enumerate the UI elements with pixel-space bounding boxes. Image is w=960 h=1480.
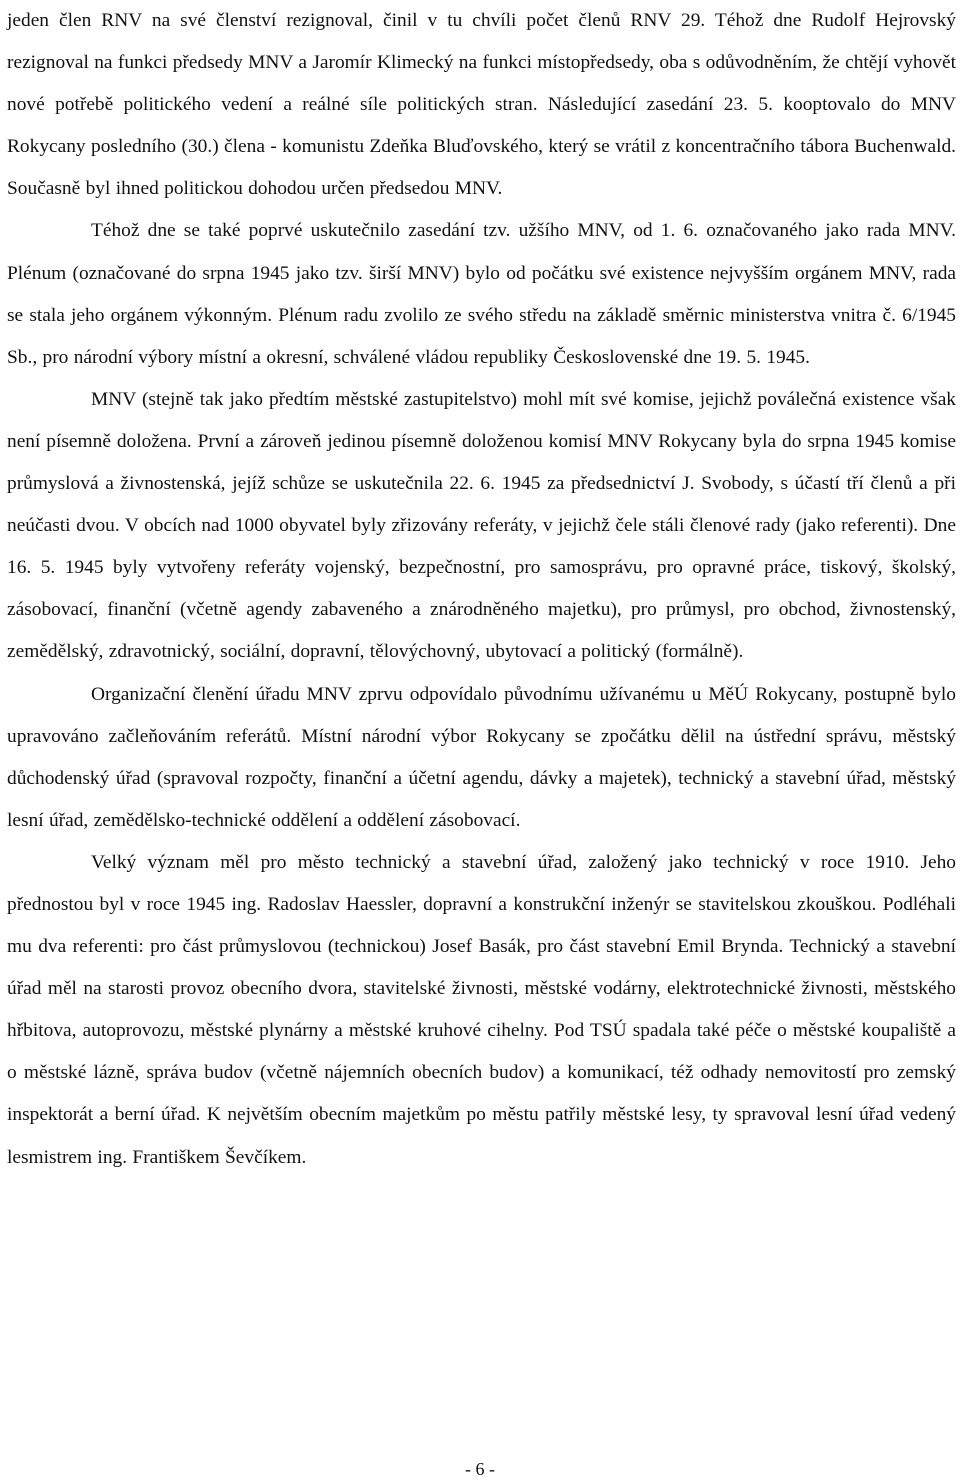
paragraph-5: Velký význam měl pro město technický a stavební úřad, založený jako technický v roce 1910. Jeho přednostou byl v roce 1945 ing. Radoslav Haessler, dopravní a konstrukční inženýr se stavitelskou zkouškou. Podléhali mu dva referenti: pro část průmyslovou (technickou) Josef Basák, pro část stavební Emil Brynda. Technický a stavební úřad měl na starosti provoz obecního dvora, stavitelské živnosti, městské vodárny, elektrotechnické živnosti, městského hřbitova, autoprovozu, městské plynárny a městské kruhové cihelny. Pod TSÚ spadala také péče o městské koupaliště a o městské lázně, správa budov (včetně nájemních obecních budov) a komunikací, též odhady nemovitostí pro zemský inspektorát a berní úřad. K největším obecním majetkům po městu patřily městské lesy, ty spravoval lesní úřad vedený lesmistrem ing. Františkem Ševčíkem. bbox=[7, 851, 956, 1168]
document-page bbox=[7, 0, 956, 1179]
paragraph-2: Téhož dne se také poprvé uskutečnilo zasedání tzv. užšího MNV, od 1. 6. označovaného jako rada MNV. Plénum (označované do srpna 1945 jako tzv. širší MNV) bylo od počátku své existence nejvyšším orgánem MNV, rada se stala jeho orgánem výkonným. Plénum radu zvolilo ze svého středu na základě směrnic ministerstva vnitra č. 6/1945 Sb., pro národní výbory místní a okresní, schválené vládou republiky Československé dne 19. 5. 1945. bbox=[7, 220, 956, 368]
paragraph-4: Organizační členění úřadu MNV zprvu odpovídalo původnímu užívanému u MěÚ Rokycany, postupně bylo upravováno začleňováním referátů. Místní národní výbor Rokycany se zpočátku dělil na ústřední správu, městský důchodenský úřad (spravoval rozpočty, finanční a účetní agendu, dávky a majetek), technický a stavební úřad, městský lesní úřad, zemědělsko-technické oddělení a oddělení zásobovací. bbox=[7, 683, 956, 831]
paragraph-1: jeden člen RNV na své členství rezignoval, činil v tu chvíli počet členů RNV 29. Téhož dne Rudolf Hejrovský rezignoval na funkci předsedy MNV a Jaromír Klimecký na funkci místopředsedy, oba s odůvodněním, že chtějí vyhovět nové potřebě politického vedení a reálné síle politických stran. Následující zasedání 23. 5. kooptovalo do MNV Rokycany posledního (30.) člena - komunistu Zdeňka Bluďovského, který se vrátil z koncentračního tábora Buchenwald. Současně byl ihned politickou dohodou určen předsedou MNV. bbox=[7, 10, 956, 200]
paragraph-3: MNV (stejně tak jako předtím městské zastupitelstvo) mohl mít své komise, jejichž poválečná existence však není písemně doložena. První a zároveň jedinou písemně doloženou komisí MNV Rokycany byla do srpna 1945 komise průmyslová a živnostenská, jejíž schůze se uskutečnila 22. 6. 1945 za předsednictví J. Svobody, s účastí tří členů a při neúčasti dvou. V obcích nad 1000 obyvatel byly zřizovány referáty, v jejichž čele stáli členové rady (jako referenti). Dne 16. 5. 1945 byly vytvořeny referáty vojenský, bezpečnostní, pro samosprávu, pro opravné práce, tiskový, školský, zásobovací, finanční (včetně agendy zabaveného a znárodněného majetku), pro průmysl, pro obchod, živnostenský, zemědělský, zdravotnický, sociální, dopravní, tělovýchovný, ubytovací a politický (formálně). bbox=[7, 388, 956, 663]
page-number: - 6 - bbox=[465, 1459, 495, 1479]
